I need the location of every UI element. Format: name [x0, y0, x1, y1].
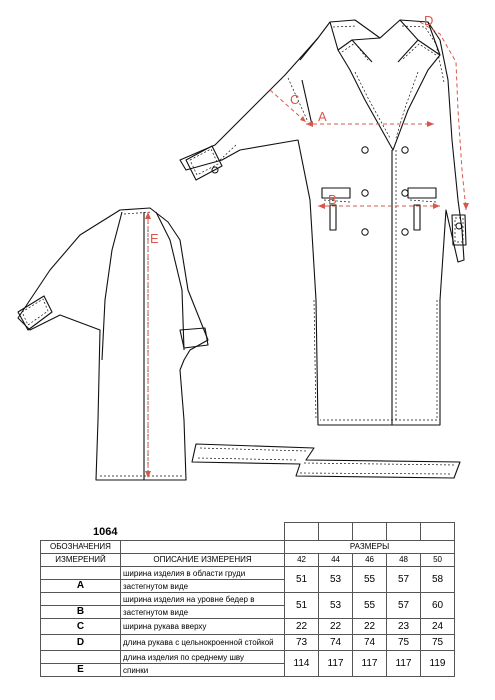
- sizes-header: РАЗМЕРЫ: [285, 541, 455, 554]
- button: [402, 147, 408, 153]
- dim-line-c: [270, 90, 306, 122]
- cell-value: 22: [319, 619, 353, 635]
- cell-value: 55: [353, 567, 387, 593]
- row-desc: ширина изделия на уровне бедер в: [121, 593, 285, 606]
- back-left-cuff-stitch: [22, 299, 48, 325]
- dim-arrow: [427, 121, 434, 127]
- cell-value: 117: [353, 651, 387, 677]
- row-desc: застегнутом виде: [121, 606, 285, 619]
- row-code: A: [41, 580, 121, 593]
- cell-value: 73: [285, 635, 319, 651]
- codes-header-2: ИЗМЕРЕНИЙ: [41, 554, 121, 567]
- model-number: 1064: [41, 523, 285, 541]
- size-col: 44: [319, 554, 353, 567]
- cell-value: 55: [353, 593, 387, 619]
- cell-value: 74: [319, 635, 353, 651]
- dim-arrow: [300, 116, 306, 122]
- front-sleeve-seam: [300, 38, 318, 125]
- cell-value: 117: [387, 651, 421, 677]
- cell-value: 60: [421, 593, 455, 619]
- back-coat-body: [18, 208, 208, 480]
- row-code: C: [41, 619, 121, 635]
- size-col: 50: [421, 554, 455, 567]
- cell-value: 22: [285, 619, 319, 635]
- front-coat-body: [180, 20, 464, 425]
- button: [402, 229, 408, 235]
- dim-line-d: [420, 22, 466, 210]
- cell-value: 51: [285, 593, 319, 619]
- label-c: C: [290, 92, 300, 107]
- cell-value: 114: [285, 651, 319, 677]
- row-desc: застегнутом виде: [121, 580, 285, 593]
- cell-value: 57: [387, 593, 421, 619]
- cell-value: 23: [387, 619, 421, 635]
- row-desc: ширина рукава вверху: [121, 619, 285, 635]
- label-b: B: [328, 192, 337, 207]
- cell-value: 75: [421, 635, 455, 651]
- row-desc: длина рукава с цельнокроенной стойкой: [121, 635, 285, 651]
- right-cuff-tab: [452, 215, 466, 245]
- sleeve-stitch: [220, 78, 308, 160]
- dim-arrow: [306, 121, 313, 127]
- dim-arrow: [463, 203, 469, 210]
- button: [362, 190, 368, 196]
- row-code: E: [41, 664, 121, 677]
- row-desc: спинки: [121, 664, 285, 677]
- cell-value: 53: [319, 567, 353, 593]
- size-col: 48: [387, 554, 421, 567]
- cell-value: 58: [421, 567, 455, 593]
- back-raglan-seams: [102, 212, 184, 360]
- front-collar: [330, 20, 440, 150]
- pocket-stitch: [324, 200, 436, 202]
- size-col: 42: [285, 554, 319, 567]
- cell-value: 119: [421, 651, 455, 677]
- cell-value: 117: [319, 651, 353, 677]
- cell-value: 57: [387, 567, 421, 593]
- cell-value: 74: [353, 635, 387, 651]
- dim-arrow: [145, 471, 151, 478]
- cell-value: 24: [421, 619, 455, 635]
- button: [362, 147, 368, 153]
- size-col: 46: [353, 554, 387, 567]
- row-desc: ширина изделия в области груди: [121, 567, 285, 580]
- label-e: E: [150, 231, 159, 246]
- row-code: D: [41, 635, 121, 651]
- cell-value: 51: [285, 567, 319, 593]
- button: [362, 229, 368, 235]
- label-a: A: [318, 109, 327, 124]
- description-header: ОПИСАНИЕ ИЗМЕРЕНИЯ: [121, 554, 285, 567]
- dim-arrow: [433, 203, 440, 209]
- row-code: B: [41, 606, 121, 619]
- right-pocket-flap: [408, 188, 436, 230]
- size-table: [40, 522, 455, 677]
- button: [402, 190, 408, 196]
- cell-value: 22: [353, 619, 387, 635]
- row-desc: длина изделия по среднему шву: [121, 651, 285, 664]
- codes-header: ОБОЗНАЧЕНИЯ: [41, 541, 121, 554]
- cell-value: 75: [387, 635, 421, 651]
- label-d: D: [424, 13, 434, 28]
- cell-value: 53: [319, 593, 353, 619]
- front-stitch-line: [314, 26, 444, 420]
- dim-arrow: [318, 203, 325, 209]
- back-left-cuff: [18, 296, 52, 330]
- dim-arrow: [145, 212, 151, 219]
